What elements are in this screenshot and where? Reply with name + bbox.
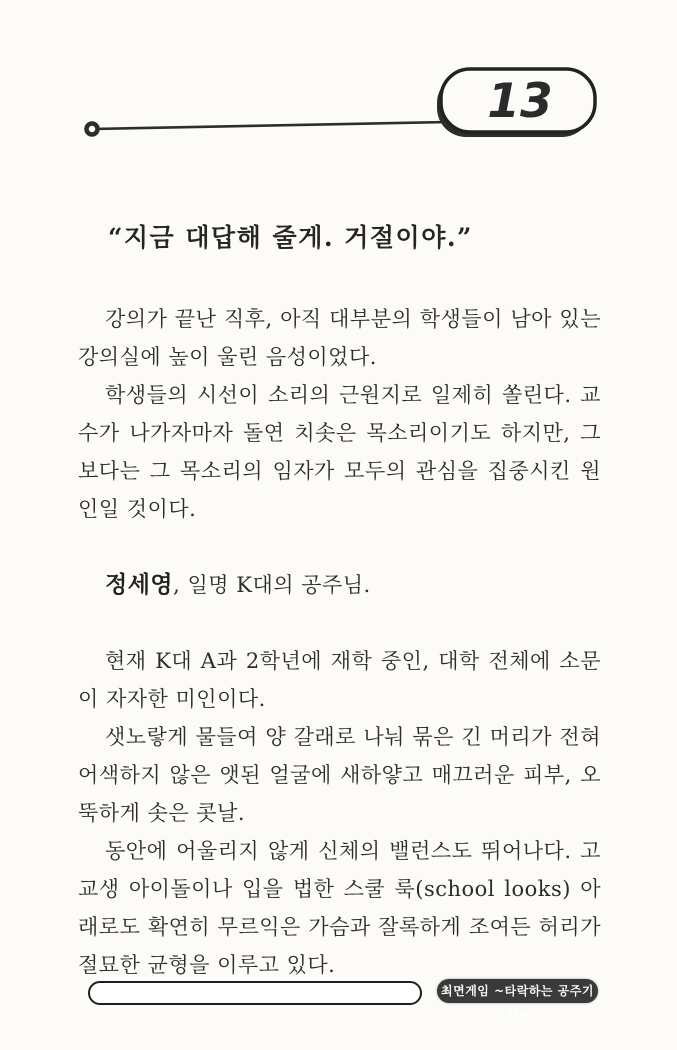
chapter-ornament-graphic (0, 0, 677, 170)
page-body-text (78, 218, 601, 984)
paragraph: 학생들의 시선이 소리의 근원지로 일제히 쏠린다. 교수가 나가자마자 돌연 치솟은 목소리이기도 하지만, 그보다는 그 목소리의 임자가 모두의 관심을 집중시킨 원인일 것이다. (78, 383, 601, 521)
paragraph: 강의가 끝난 직후, 아직 대부분의 학생들이 남아 있는 강의실에 높이 울린 음성이었다. (78, 307, 601, 369)
paragraph: 동안에 어울리지 않게 신체의 밸런스도 뛰어나다. 고교생 아이돌이나 입을 법한 스쿨 룩(school looks) 아래로도 확연히 무르익은 가슴과 잘록하게 조여든 허리가 절묘한 균형을 이루고 있다. (78, 839, 601, 977)
chapter-header (0, 0, 677, 170)
chapter-number: 13 (487, 74, 553, 129)
paragraph: 샛노랗게 물들여 양 갈래로 나눠 묶은 긴 머리가 전혀 어색하지 않은 앳된 얼굴에 새하얗고 매끄러운 피부, 오뚝하게 솟은 콧날. (78, 725, 601, 825)
ring-terminal-icon (87, 124, 98, 135)
footer-blank-pill (88, 981, 422, 1005)
chapter-opening-quote: “지금 대답해 줄게. 거절이야.” (108, 223, 473, 252)
character-intro-line (78, 566, 601, 604)
character-name: 정세영 (105, 571, 174, 598)
series-title-badge: 최면게임 ~타락하는 공주기사~ (437, 979, 598, 1003)
chapter-rule-line (92, 121, 500, 129)
character-name-rest: , 일명 K대의 공주님. (173, 573, 371, 597)
paragraph: 현재 K대 A과 2학년에 재학 중인, 대학 전체에 소문이 자자한 미인이다. (78, 649, 601, 711)
